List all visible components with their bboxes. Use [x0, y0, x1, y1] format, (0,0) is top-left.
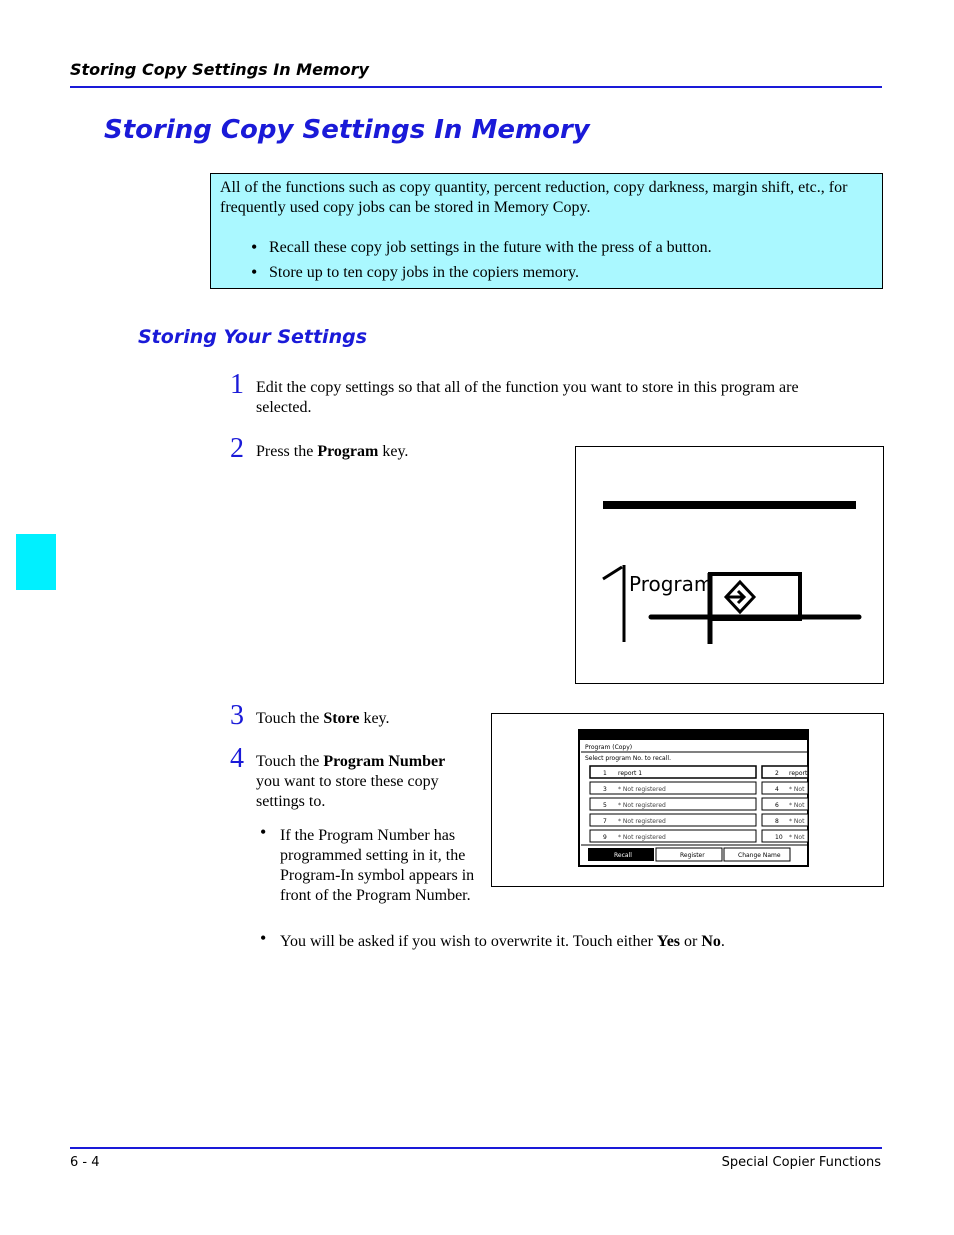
program-key-label: Program: [629, 572, 714, 596]
right-program-list: [762, 766, 808, 842]
key-name: Program Number: [323, 753, 446, 770]
svg-text:4: 4: [775, 786, 779, 793]
svg-text:7: 7: [603, 818, 607, 825]
svg-text:10: 10: [775, 834, 783, 841]
info-box: [210, 173, 883, 289]
left-program-list: [590, 766, 756, 842]
bullet-icon: •: [251, 262, 258, 282]
step-text: Edit the copy settings so that all of the function you want to store in this program are selected.: [256, 379, 799, 416]
svg-text:8: 8: [775, 818, 779, 825]
svg-text:report 1: report 1: [618, 770, 643, 777]
footer-rule: [70, 1147, 882, 1149]
header-rule: [70, 86, 882, 88]
program-button[interactable]: [590, 814, 756, 826]
program-button[interactable]: [590, 830, 756, 842]
step-number: 1: [230, 369, 244, 400]
bullet-icon: •: [260, 822, 267, 842]
step-text: Press the Program key.: [256, 443, 409, 460]
svg-text:* Not: * Not: [789, 802, 805, 809]
svg-text:* Not registered: * Not registered: [618, 834, 666, 841]
svg-text:Change Name: Change Name: [738, 852, 781, 859]
step-number: 4: [230, 743, 244, 774]
program-screen-figure: [491, 713, 884, 887]
key-name: Store: [323, 710, 360, 727]
step-text: Touch the Store key.: [256, 710, 390, 727]
screen-title: Program (Copy): [585, 744, 633, 751]
svg-text:* Not: * Not: [789, 786, 805, 793]
svg-text:1: 1: [603, 770, 607, 777]
page-title: Storing Copy Settings In Memory: [104, 115, 590, 145]
bullet-icon: •: [251, 237, 258, 257]
program-screen-illustration: [492, 714, 883, 886]
step-text: Touch the Program Number you want to store these copy settings to.: [256, 753, 446, 810]
svg-text:Register: Register: [680, 852, 705, 859]
chapter-tab: [16, 534, 56, 590]
step-number: 3: [230, 700, 244, 731]
svg-text:5: 5: [603, 802, 607, 809]
info-bullet: [251, 262, 580, 283]
svg-text:* Not registered: * Not registered: [618, 802, 666, 809]
info-bullet: [251, 237, 712, 258]
svg-text:3: 3: [603, 786, 607, 793]
screen-instruction: Select program No. to recall.: [585, 755, 671, 762]
program-button[interactable]: [590, 782, 756, 794]
svg-text:* Not: * Not: [789, 818, 805, 825]
svg-text:* Not registered: * Not registered: [618, 786, 666, 793]
step-bullet-text: If the Program Number has programmed setting in it, the Program-In symbol appears in front of the Program Number.: [280, 827, 475, 904]
info-intro: All of the functions such as copy quantity, percent reduction, copy darkness, margin shift, etc., for frequently used copy jobs can be stored in Memory Copy.: [220, 179, 848, 216]
info-bullet-text: Store up to ten copy jobs in the copiers memory.: [269, 264, 580, 281]
program-button[interactable]: [590, 798, 756, 810]
key-name: Program: [317, 443, 379, 460]
svg-text:* Not registered: * Not registered: [618, 818, 666, 825]
svg-text:report: report: [789, 770, 808, 777]
svg-text:6: 6: [775, 802, 779, 809]
svg-text:9: 9: [603, 834, 607, 841]
section-subtitle: Storing Your Settings: [138, 326, 368, 348]
info-bullet-text: Recall these copy job settings in the future with the press of a button.: [269, 239, 712, 256]
program-button[interactable]: [590, 766, 756, 778]
program-key-illustration: [576, 447, 883, 683]
svg-text:* Not: * Not: [789, 834, 805, 841]
program-key-figure: [575, 446, 884, 684]
page-number: 6 - 4: [70, 1155, 100, 1170]
svg-text:Recall: Recall: [614, 852, 632, 859]
svg-text:2: 2: [775, 770, 779, 777]
running-header: Storing Copy Settings In Memory: [70, 60, 369, 79]
step-bullet-text: You will be asked if you wish to overwrite it. Touch either Yes or No.: [280, 933, 725, 950]
step-number: 2: [230, 433, 244, 464]
section-name: Special Copier Functions: [721, 1155, 881, 1170]
bullet-icon: •: [260, 928, 267, 948]
